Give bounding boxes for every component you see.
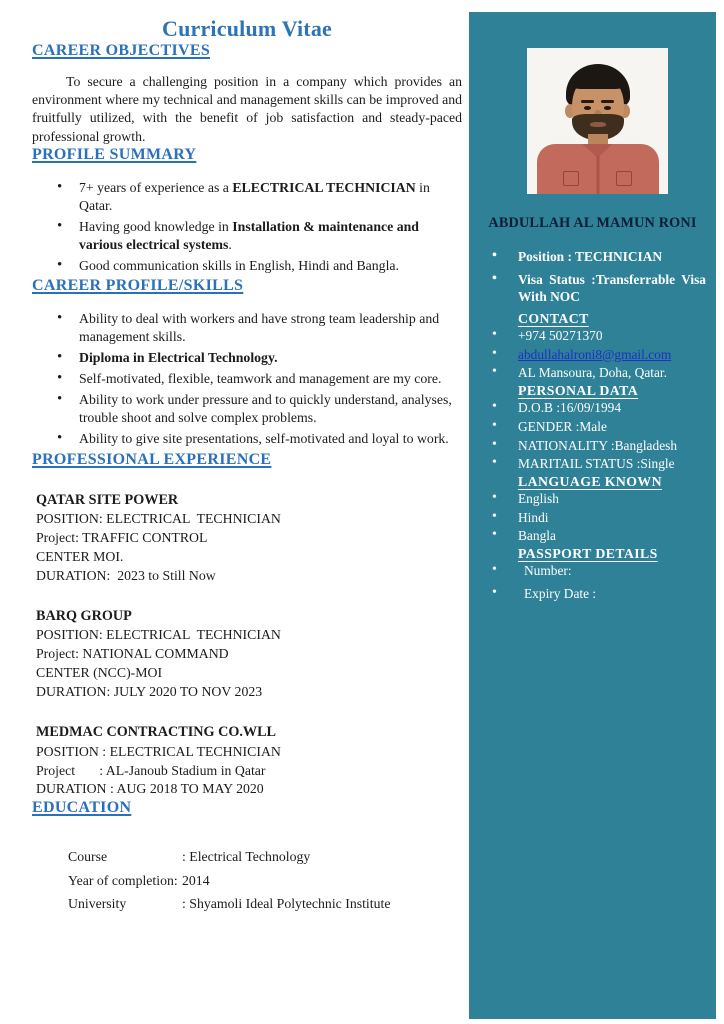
email-link[interactable]: abdullahalroni8@gmail.com bbox=[518, 346, 672, 362]
language-item: • Bangla bbox=[490, 527, 706, 545]
photo-eye-shape bbox=[604, 106, 611, 110]
education-label: Course bbox=[68, 849, 108, 865]
text: . bbox=[228, 236, 232, 252]
job-detail-line: Project: NATIONAL COMMAND bbox=[36, 646, 229, 662]
passport-details-heading: PASSPORT DETAILS bbox=[518, 545, 658, 561]
job-detail-line: Project: TRAFFIC CONTROL bbox=[36, 530, 208, 546]
education-heading: EDUCATION bbox=[32, 799, 132, 817]
job-company: BARQ GROUP bbox=[36, 608, 132, 625]
text: Self-motivated, flexible, teamwork and management are my core. bbox=[79, 371, 442, 387]
status-item: • Position : TECHNICIAN bbox=[490, 248, 706, 266]
job-details bbox=[36, 510, 462, 585]
page-title: Curriculum Vitae bbox=[161, 16, 332, 41]
text: Ability to give site presentations, self-motivated and loyal to work. bbox=[79, 430, 449, 446]
personal-data-heading: PERSONAL DATA bbox=[518, 383, 639, 399]
personal-data-item: • GENDER :Male bbox=[490, 418, 706, 436]
job-details bbox=[36, 743, 462, 799]
career-objectives-heading: CAREER OBJECTIVES bbox=[32, 42, 211, 59]
education-row bbox=[68, 896, 462, 913]
job-detail-line: Project : AL-Janoub Stadium in Qatar bbox=[36, 762, 266, 778]
status-item: • Visa Status :Transferrable Visa With NOC bbox=[490, 271, 706, 306]
photo-placket-shape bbox=[596, 156, 599, 194]
skill-item bbox=[55, 391, 462, 427]
language-known-heading: LANGUAGE KNOWN bbox=[518, 473, 662, 489]
skills-heading: CAREER PROFILE/SKILLS bbox=[32, 277, 244, 295]
text: in Qatar. bbox=[79, 179, 430, 213]
language-item: • English bbox=[490, 490, 706, 508]
job-detail-line: POSITION: ELECTRICAL TECHNICIAN bbox=[36, 627, 281, 643]
contact-item bbox=[490, 346, 706, 364]
education-value: 2014 bbox=[182, 872, 210, 888]
sidebar-content bbox=[469, 248, 716, 607]
job-detail-line: DURATION: JULY 2020 TO NOV 2023 bbox=[36, 684, 263, 700]
profile-summary-heading: PROFILE SUMMARY bbox=[32, 145, 197, 163]
bold-text: Installation & maintenance and various electrical systems bbox=[79, 218, 419, 252]
skill-item bbox=[55, 430, 462, 448]
photo-eye-shape bbox=[584, 106, 591, 110]
personal-data-item: • MARITAIL STATUS :Single bbox=[490, 455, 706, 473]
job-detail-line: DURATION : AUG 2018 TO MAY 2020 bbox=[36, 781, 264, 797]
job-details bbox=[36, 626, 462, 701]
job-entry-barq-group bbox=[36, 607, 462, 701]
text: 7+ years of experience as a bbox=[79, 179, 233, 195]
profile-summary-item bbox=[55, 218, 462, 254]
contact-heading: CONTACT bbox=[518, 311, 589, 327]
language-list bbox=[490, 490, 706, 545]
photo-brow-shape bbox=[601, 100, 614, 103]
personal-data-list bbox=[490, 399, 706, 473]
sidebar-panel bbox=[469, 12, 716, 1019]
job-entry-qatar-site-power bbox=[36, 491, 462, 585]
education-value: : Shyamoli Ideal Polytechnic Institute bbox=[182, 896, 391, 912]
education-row bbox=[68, 873, 462, 890]
skills-list bbox=[55, 310, 462, 447]
education-value: : Electrical Technology bbox=[182, 849, 311, 865]
passport-item: • Number: bbox=[490, 562, 706, 580]
profile-summary-item bbox=[55, 257, 462, 275]
job-detail-line: DURATION: 2023 to Still Now bbox=[36, 568, 216, 584]
job-company: QATAR SITE POWER bbox=[36, 491, 179, 508]
photo-hairline-shape bbox=[572, 74, 624, 89]
experience-heading: PROFESSIONAL EXPERIENCE bbox=[32, 450, 272, 468]
text: Having good knowledge in bbox=[79, 218, 233, 234]
photo-mouth-shape bbox=[590, 122, 606, 127]
job-detail-line: CENTER (NCC)-MOI bbox=[36, 665, 163, 681]
education-label: Year of completion: bbox=[68, 872, 178, 888]
contact-item: • +974 50271370 bbox=[490, 327, 706, 345]
job-detail-line: POSITION : ELECTRICAL TECHNICIAN bbox=[36, 743, 281, 759]
job-detail-line: CENTER MOI. bbox=[36, 549, 124, 565]
text: Ability to deal with workers and have strong team leadership and management skills. bbox=[79, 311, 440, 345]
skill-item bbox=[55, 349, 462, 367]
contact-item: • AL Mansoura, Doha, Qatar. bbox=[490, 364, 706, 382]
education-rows bbox=[68, 849, 462, 913]
text: Good communication skills in English, Hindi and Bangla. bbox=[79, 257, 399, 273]
job-detail-line: POSITION: ELECTRICAL TECHNICIAN bbox=[36, 511, 281, 527]
photo-pocket-shape bbox=[616, 171, 632, 186]
photo-pocket-shape bbox=[563, 171, 579, 186]
portrait-photo bbox=[527, 48, 668, 194]
personal-data-item: • NATIONALITY :Bangladesh bbox=[490, 437, 706, 455]
passport-list bbox=[490, 562, 706, 602]
education-label: University bbox=[68, 896, 127, 912]
profile-summary-list bbox=[55, 179, 462, 275]
career-objectives-body: To secure a challenging position in a company which provides an environment where my technical and management skills can be improved and fruitfully utilized, with the benefit of job satisfaction and steady-paced professional growth. bbox=[32, 74, 462, 144]
job-entry-medmac bbox=[36, 723, 462, 798]
skill-item bbox=[55, 370, 462, 388]
text: Ability to work under pressure and to quickly understand, analyses, trouble shoot and solve complex problems. bbox=[79, 392, 452, 426]
profile-summary-item bbox=[55, 179, 462, 215]
personal-data-item: • D.O.B :16/09/1994 bbox=[490, 399, 706, 417]
education-list bbox=[68, 849, 462, 913]
photo-brow-shape bbox=[581, 100, 594, 103]
language-item: • Hindi bbox=[490, 509, 706, 527]
contact-list bbox=[490, 327, 706, 382]
bold-text: Diploma in Electrical Technology. bbox=[79, 350, 278, 366]
candidate-name: ABDULLAH AL MAMUN RONI bbox=[488, 215, 697, 231]
status-list bbox=[490, 248, 706, 306]
education-row bbox=[68, 849, 462, 866]
skill-item bbox=[55, 310, 462, 346]
job-company: MEDMAC CONTRACTING CO.WLL bbox=[36, 724, 277, 741]
passport-item: • Expiry Date : bbox=[490, 585, 706, 603]
bold-text: ELECTRICAL TECHNICIAN bbox=[232, 179, 416, 195]
